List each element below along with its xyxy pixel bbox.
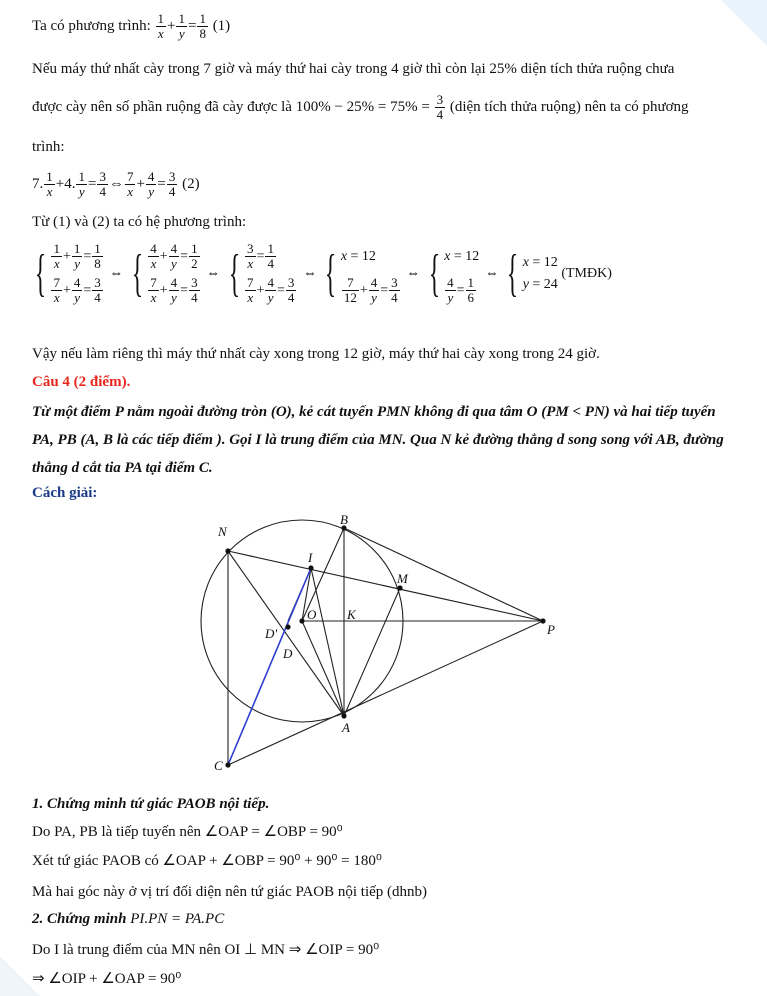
label-i: I	[308, 550, 313, 565]
text: (diện tích thửa ruộng) nên ta có phương	[449, 98, 689, 115]
equation-system: { $\frac{1}{x}$ + $\frac{1}{y}$ = $\frac{1}{8}$ $\frac{7}{x}$ + $\frac{4}{y}$ = $\frac{3}{4}$ ⇔ { $\frac{4}{x}$ + $\frac{4}{y}$ = $\frac{1}{2}$ $\frac{7}{x}$ + $\frac{4}{y}$ = $\frac{3}{4}$ ⇔ { $\frac{3}{x}$ = $\frac{1}{4}$ $\frac{7}{x}$ + $\frac{4}{y}$ = $\frac{3}{4}$ ⇔ { x = 12 $\frac{7}{12}$ + $\frac{4}{y}$ = $\frac{3}{4}$ ⇔ { x = 12 $\frac{4}{y}$ = $\frac{1}{6}$ ⇔ { x = 12 y = 24 (TMĐK)	[34, 241, 612, 306]
part-2-heading	[32, 910, 224, 928]
equation-label: (2)	[182, 175, 200, 192]
segment-ia	[311, 568, 344, 716]
percent-expr: 100% − 25% = 75% =	[295, 98, 430, 115]
part-1-line-1	[32, 823, 343, 841]
label-d: D	[283, 646, 293, 661]
part-1-heading: 1. Chứng minh tứ giác PAOB nội tiếp.	[32, 796, 270, 812]
equation-2-line	[32, 170, 200, 199]
part-1-line-3: Mà hai góc này ở vị trí đối diện nên tứ giác PAOB nội tiếp (dhnb)	[32, 884, 428, 900]
expr: ∠OAP + ∠OBP = 90⁰ + 90⁰ = 180⁰	[162, 853, 382, 869]
equation-2: 7. $\frac{1}{x}$ +4. $\frac{1}{y}$ = $\frac{3}{4}$ ⇔ $\frac{7}{x}$ + $\frac{4}{y}$ = $\frac{3}{4}$	[32, 169, 176, 199]
conclusion: Vậy nếu làm riêng thì máy thứ nhất cày xong trong 12 giờ, máy thứ hai cày xong trong 24 giờ.	[32, 346, 600, 362]
part-2-line-2: ⇒ ∠OIP + ∠OAP = 90⁰	[32, 971, 182, 987]
part-2-line-1	[32, 941, 379, 959]
text: Do PA, PB là tiếp tuyến nên	[32, 824, 202, 840]
segment-oa	[302, 621, 344, 716]
tangent-pb	[344, 528, 543, 621]
equation-1: $\frac{1}{x}$ + $\frac{1}{y}$ = $\frac{1}{8}$	[157, 11, 206, 41]
label-o: O	[307, 607, 317, 622]
blue-line-ci	[228, 568, 311, 765]
part-1-line-2	[32, 852, 382, 870]
question-heading: Câu 4 (2 điểm).	[32, 374, 131, 390]
problem-statement: Từ một điểm P nằm ngoài đường tròn (O), kẻ cát tuyến PMN không đi qua tâm O (PM < PN) và hai tiếp tuyến PA, PB (A, B là các tiếp điểm ). Gọi I là trung điểm của MN. Qua N kẻ đường thẳng d song song với AB, đường thẳng d cắt tia PA tại điểm C.	[32, 404, 724, 476]
paragraph-with-expr: được cày nên số phần ruộng đã cày được là 100% − 25% = 75% = $\frac{3}{4}$ (diện tích thửa ruộng) nên ta có phương	[32, 92, 689, 122]
text: 2. Chứng minh	[32, 911, 127, 927]
text: Xét tứ giác PAOB có	[32, 853, 159, 869]
label-c: C	[214, 758, 223, 773]
text: được cày nên số phần ruộng đã cày được là	[32, 98, 292, 115]
paragraph: trình:	[32, 139, 65, 155]
label-b: B	[340, 512, 348, 527]
label-n: N	[218, 524, 227, 539]
corner-decoration	[721, 0, 767, 46]
expr: ∠OAP = ∠OBP = 90⁰	[204, 824, 343, 840]
label-p: P	[547, 622, 555, 637]
paragraph: Nếu máy thứ nhất cày trong 7 giờ và máy thứ hai cày trong 4 giờ thì còn lại 25% diện tích thửa ruộng chưa	[32, 61, 675, 77]
equation-1-line	[32, 12, 230, 41]
text: Ta có phương trình:	[32, 17, 151, 34]
text: Do I là trung điểm của MN nên	[32, 942, 221, 958]
tangent-pa	[228, 621, 543, 765]
tmdk-label: (TMĐK)	[561, 266, 612, 281]
expr: PI.PN = PA.PC	[130, 911, 225, 927]
solution-heading: Cách giải:	[32, 485, 98, 501]
segment-na	[228, 551, 344, 716]
equation-label: (1)	[212, 17, 231, 34]
geometry-figure	[190, 510, 570, 785]
label-a: A	[342, 720, 350, 735]
secant-pmn	[228, 551, 543, 621]
label-d-prime: D'	[265, 626, 278, 641]
label-k: K	[347, 607, 356, 622]
label-m: M	[397, 571, 408, 586]
expr: OI ⊥ MN ⇒ ∠OIP = 90⁰	[224, 942, 380, 958]
paragraph: Từ (1) và (2) ta có hệ phương trình:	[32, 214, 247, 230]
